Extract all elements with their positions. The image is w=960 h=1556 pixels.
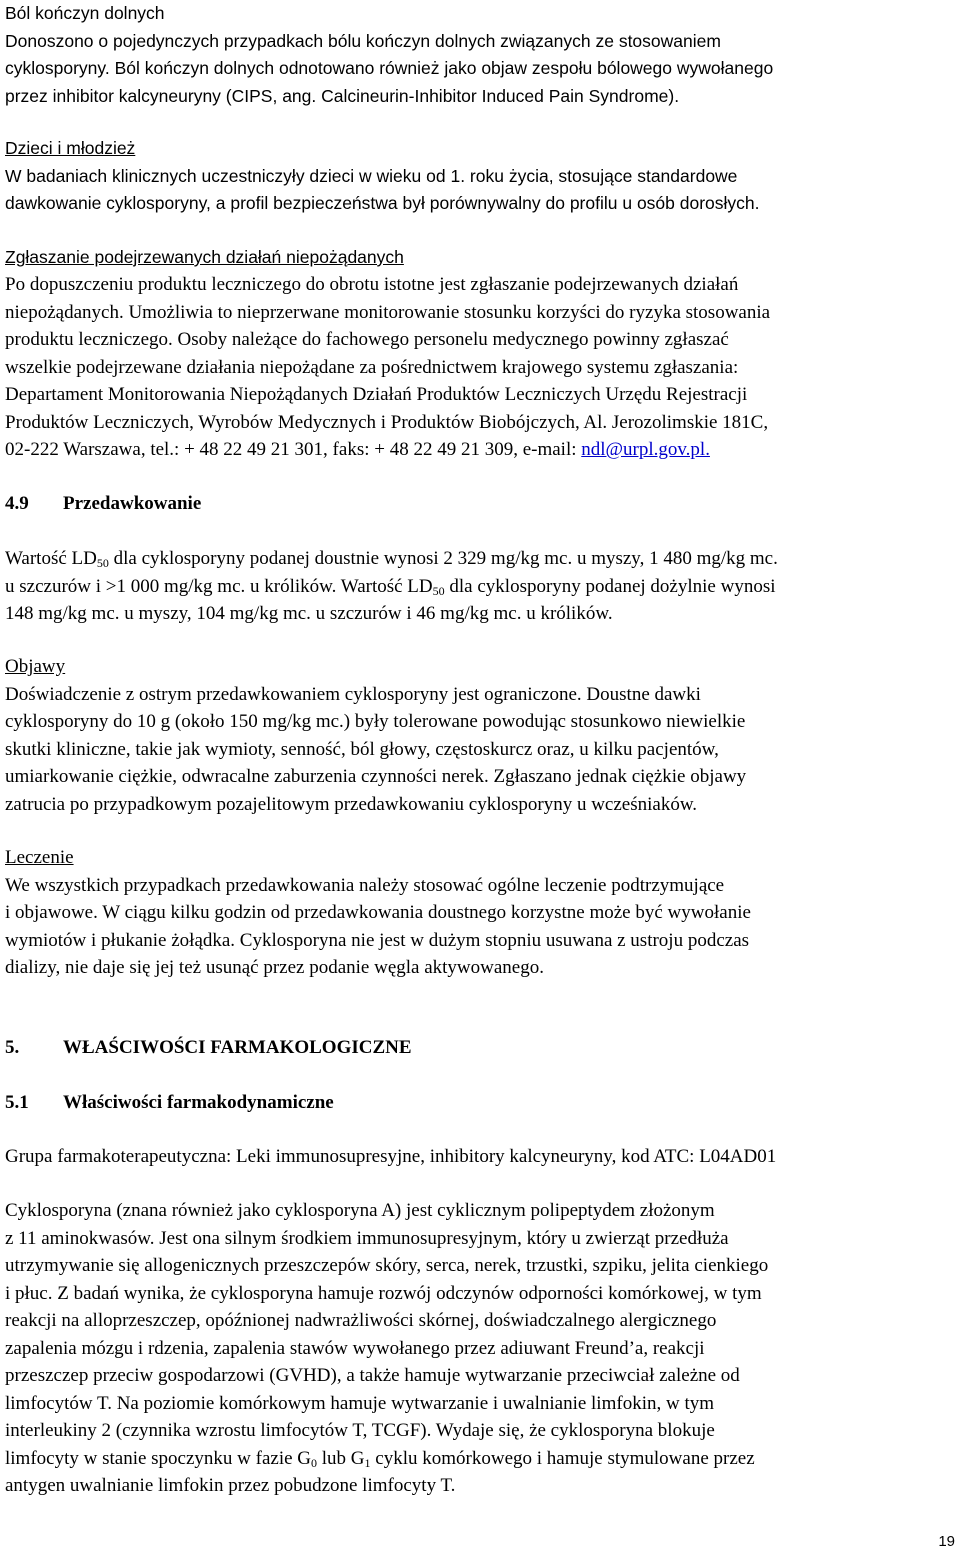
ld50-text: Wartość LD: [5, 548, 97, 569]
ld50-subscript: 50: [96, 556, 109, 570]
section-number: 5.1: [5, 1092, 29, 1113]
ld50-line: [5, 573, 953, 601]
reporting-line: niepożądanych. Umożliwia to nieprzerwane monitorowanie stosunku korzyści do ryzyka stosowania: [5, 301, 771, 323]
ld50-text: dla cyklosporyny podanej dożylnie wynosi: [444, 575, 776, 597]
section51-heading: [5, 1089, 953, 1117]
treatment-section: [5, 844, 953, 982]
pd-line: i płuc. Z badań wynika, że cyklosporyna hamuje rozwój odczynów odporności komórkowej, w tym: [5, 1282, 762, 1304]
pd-line: zapalenia mózgu i rdzenia, zapalenia stawów wywołanego przez adiuwant Freund’a, reakcji: [5, 1337, 705, 1359]
overdose-heading: [5, 490, 953, 518]
reporting-line: Produktów Leczniczych, Wyrobów Medycznych i Produktów Biobójczych, Al. Jerozolimskie 181C,: [5, 411, 769, 433]
section-title: Właściwości farmakodynamiczne: [63, 1092, 334, 1113]
section-title: Przedawkowanie: [63, 493, 202, 514]
reporting-line: wszelkie podejrzewane działania niepożądane za pośrednictwem krajowego systemu zgłaszania:: [5, 356, 739, 378]
phase-subscript: 0: [311, 1455, 318, 1470]
pd-line: przeszczep przeciw gospodarzowi (GVHD), a także hamuje wytwarzanie przeciwciał zależne od: [5, 1365, 740, 1386]
atc-group: Grupa farmakoterapeutyczna: Leki immunosupresyjne, inhibitory kalcyneuryny, kod ATC: L04AD01: [5, 1146, 777, 1167]
ld50-line: [5, 545, 953, 573]
children-heading: Dzieci i młodzież: [5, 138, 136, 158]
reporting-line: Departament Monitorowania Niepożądanych Działań Produktów Leczniczych Urzędu Rejestracji: [5, 384, 748, 405]
pd-line: reakcji na alloprzeszczep, opóźnionej nadwrażliwości skórnej, doświadczalnego alergicznego: [5, 1310, 717, 1331]
limb-pain-line: przez inhibitor kalcyneuryny (CIPS, ang. Calcineurin-Inhibitor Induced Pain Syndrome).: [5, 85, 680, 106]
reporting-contact: 02-222 Warszawa, tel.: + 48 22 49 21 301, faks: + 48 22 49 21 309, e-mail:: [5, 439, 582, 460]
pd-line: Cyklosporyna (znana również jako cyklosporyna A) jest cyklicznym polipeptydem złożonym: [5, 1200, 715, 1221]
pd-text: lub G: [317, 1447, 365, 1469]
treatment-heading: Leczenie: [5, 847, 74, 868]
pd-text: cyklu komórkowego i hamuje stymulowane przez: [370, 1447, 755, 1469]
reporting-line: Po dopuszczeniu produktu leczniczego do obrotu istotne jest zgłaszanie podejrzewanych działań: [5, 274, 739, 295]
pd-line: antygen uwalnianie limfokin przez pobudzone limfocyty T.: [5, 1475, 456, 1496]
ld50-subscript: 50: [432, 583, 445, 598]
treatment-line: i objawowe. W ciągu kilku godzin od przedawkowania doustnego korzystne może być wywołanie: [5, 902, 751, 923]
treatment-line: We wszystkich przypadkach przedawkowania należy stosować ogólne leczenie podtrzymujące: [5, 874, 725, 896]
symptoms-line: cyklosporyny do 10 g (około 150 mg/kg mc.) były tolerowane powodując stosunkowo niewielkie: [5, 711, 746, 732]
limb-pain-line: Donoszono o pojedynczych przypadkach bólu kończyn dolnych związanych ze stosowaniem: [5, 30, 721, 51]
children-line: W badaniach klinicznych uczestniczyły dzieci w wieku od 1. roku życia, stosujące standardowe: [5, 165, 738, 186]
pd-line: limfocytów T. Na poziomie komórkowym hamuje wytwarzanie i uwalnianie limfokin, w tym: [5, 1392, 715, 1414]
limb-pain-heading: Ból kończyn dolnych: [5, 3, 165, 23]
ld50-line: 148 mg/kg mc. u myszy, 104 mg/kg mc. u szczurów i 46 mg/kg mc. u królików.: [5, 603, 613, 624]
symptoms-line: zatrucia po przypadkowym pozajelitowym przedawkowaniu cyklosporyny u wcześniaków.: [5, 793, 698, 815]
children-section: [5, 135, 953, 218]
section-number: 4.9: [5, 493, 29, 514]
symptoms-line: skutki kliniczne, takie jak wymioty, senność, ból głowy, częstoskurcz oraz, u kilku pacjentów,: [5, 738, 719, 760]
children-line: dawkowanie cyklosporyny, a profil bezpieczeństwa był porównywalny do profilu u osób dorosłych.: [5, 193, 760, 213]
section-title: WŁAŚCIWOŚCI FARMAKOLOGICZNE: [63, 1037, 412, 1058]
reporting-section: [5, 244, 953, 272]
pd-text: limfocyty w stanie spoczynku w fazie G: [5, 1447, 312, 1469]
section5-heading: [5, 1034, 953, 1062]
section-number: 5.: [5, 1037, 20, 1058]
phase-subscript: 1: [364, 1455, 371, 1470]
limb-pain-section: [5, 0, 953, 110]
reporting-line: produktu leczniczego. Osoby należące do fachowego personelu medycznego powinny zgłaszać: [5, 329, 729, 350]
ld50-text: dla cyklosporyny podanej doustnie wynosi 2 329 mg/kg mc. u myszy, 1 480 mg/kg mc.: [108, 548, 778, 569]
reporting-heading: Zgłaszanie podejrzewanych działań niepożądanych: [5, 247, 404, 267]
ld50-paragraph: [5, 545, 953, 628]
symptoms-line: umiarkowanie ciężkie, odwracalne zaburzenia czynności nerek. Zgłaszano jednak ciężkie objawy: [5, 766, 747, 787]
limb-pain-line: cyklosporyny. Ból kończyn dolnych odnotowano również jako objaw zespołu bólowego wywołanego: [5, 58, 774, 78]
treatment-line: dializy, nie daje się jej też usunąć przez podanie węgla aktywowanego.: [5, 957, 544, 978]
symptoms-section: [5, 653, 953, 818]
pd-line: [5, 1445, 953, 1473]
pharmacodynamics-paragraph: [5, 1197, 953, 1500]
ld50-text: u szczurów i >1 000 mg/kg mc. u królików. Wartość LD: [5, 575, 433, 597]
treatment-line: wymiotów i płukanie żołądka. Cyklosporyna nie jest w dużym stopniu usuwana z ustroju podczas: [5, 929, 750, 951]
reporting-body: [5, 271, 953, 464]
symptoms-heading: Objawy: [5, 656, 66, 677]
pd-line: z 11 aminokwasów. Jest ona silnym środkiem immunosupresyjnym, który u zwierząt przedłuża: [5, 1227, 729, 1249]
symptoms-line: Doświadczenie z ostrym przedawkowaniem cyklosporyny jest ograniczone. Doustne dawki: [5, 683, 701, 705]
pd-line: utrzymywanie się allogenicznych przeszczepów skóry, serca, nerek, trzustki, szpiku, jelita cienkiego: [5, 1255, 769, 1276]
page-number: 19: [938, 1533, 955, 1550]
reporting-line: [5, 436, 953, 464]
email-link[interactable]: ndl@urpl.gov.pl.: [581, 439, 710, 460]
pd-line: interleukiny 2 (czynnika wzrostu limfocytów T, TCGF). Wydaje się, że cyklosporyna blokuje: [5, 1420, 715, 1441]
